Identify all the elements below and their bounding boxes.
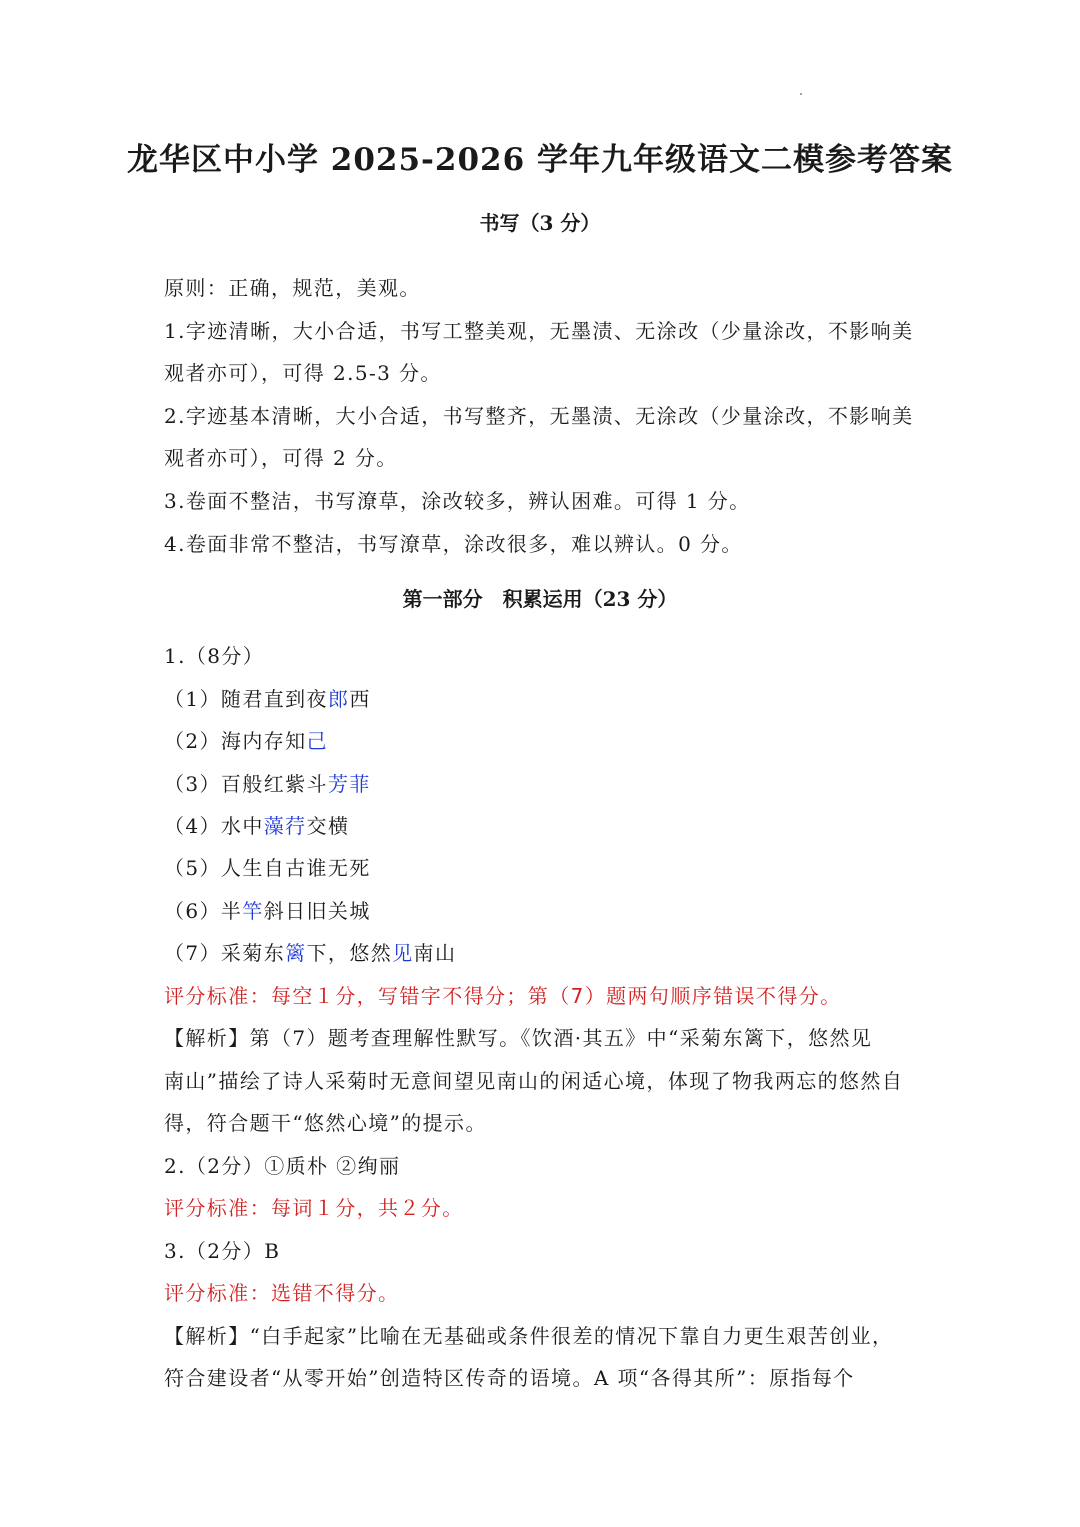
q1-answer: （7）采菊东篱下，悠然见南山 (164, 941, 457, 965)
part1-heading: 第一部分 积累运用（23 分） (402, 587, 678, 611)
q2-scoring: 评分标准：每词１分，共２分。 (164, 1196, 464, 1220)
q3-answer: 3.（2分）B (164, 1239, 281, 1263)
corrected-char: 郎 (327, 687, 350, 711)
q2-answer: 2.（2分）①质朴 ②绚丽 (164, 1154, 401, 1178)
corrected-char: 芳菲 (327, 772, 371, 796)
q3-analysis-line: 【解析】“白手起家”比喻在无基础或条件很差的情况下靠自力更生艰苦创业， (164, 1324, 894, 1348)
document-title: 龙华区中小学 2025-2026 学年九年级语文二模参考答案 (126, 142, 953, 178)
q1-answer: （6）半竿斜日旧关城 (164, 899, 371, 923)
q1-answer: （5）人生自古谁无死 (164, 856, 371, 880)
corrected-char: 藻荇 (263, 814, 307, 838)
writing-criterion-line: 3.卷面不整洁，书写潦草，涂改较多，辨认困难。可得 1 分。 (164, 489, 751, 513)
corrected-char: 竿 (242, 899, 264, 923)
q1-analysis-line: 得，符合题干“悠然心境”的提示。 (164, 1111, 487, 1135)
q1-analysis-line: 南山”描绘了诗人采菊时无意间望见南山的闲适心境，体现了物我两忘的悠然自 (164, 1069, 904, 1093)
writing-criterion-line: 2.字迹基本清晰，大小合适，书写整齐，无墨渍、无涂改（少量涂改，不影响美 (164, 404, 914, 428)
corrected-char: 篱 (285, 941, 307, 965)
q1-label: 1.（8分） (164, 644, 265, 668)
q1-scoring: 评分标准：每空１分，写错字不得分；第（7）题两句顺序错误不得分。 (164, 984, 842, 1008)
q1-answer: （4）水中藻荇交横 (164, 814, 350, 838)
writing-criterion-line: 4.卷面非常不整洁，书写潦草，涂改很多，难以辨认。0 分。 (164, 532, 743, 556)
writing-heading: 书写（3 分） (479, 211, 601, 235)
q1-answer: （3）百般红紫斗芳菲 (164, 772, 371, 796)
scan-speck (800, 93, 802, 95)
writing-criterion-line: 1.字迹清晰，大小合适，书写工整美观，无墨渍、无涂改（少量涂改，不影响美 (164, 319, 914, 343)
writing-criterion-line: 观者亦可），可得 2 分。 (164, 446, 398, 470)
writing-criterion-line: 观者亦可），可得 2.5-3 分。 (164, 361, 442, 385)
q3-analysis-line: 符合建设者“从零开始”创造特区传奇的语境。A 项“各得其所”：原指每个 (164, 1366, 855, 1390)
q3-scoring: 评分标准：选错不得分。 (164, 1281, 400, 1305)
q1-analysis-line: 【解析】第（7）题考查理解性默写。《饮酒·其五》中“采菊东篱下，悠然见 (164, 1026, 873, 1050)
corrected-char: 见 (392, 941, 414, 965)
corrected-char: 己 (306, 729, 328, 753)
q1-answer: （2）海内存知己 (164, 729, 328, 753)
writing-principle: 原则：正确，规范，美观。 (164, 276, 421, 300)
q1-answer: （1）随君直到夜郎西 (164, 687, 371, 711)
